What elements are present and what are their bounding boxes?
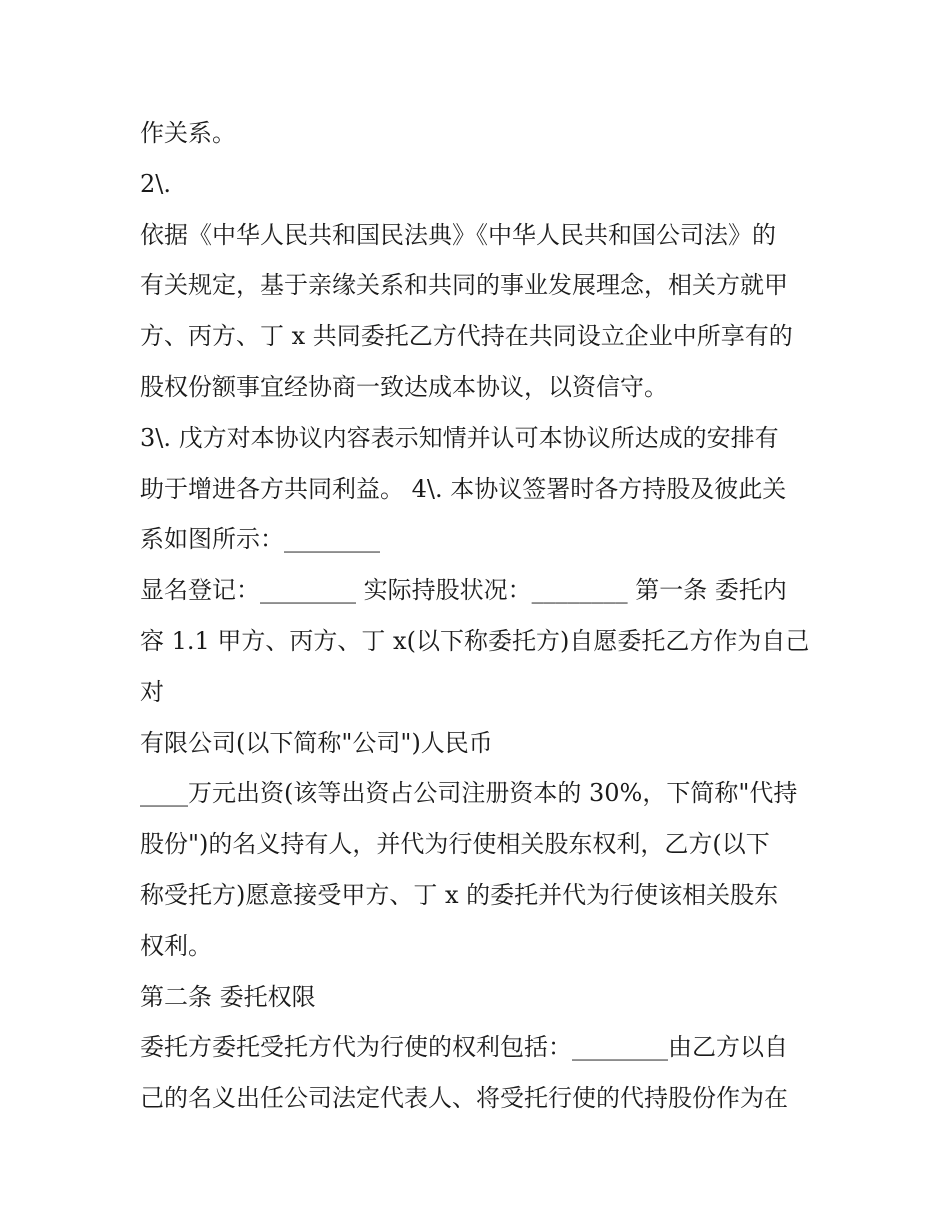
text-line: ____万元出资(该等出资占公司注册资本的 30%，下简称"代持 [140, 779, 798, 808]
text-line: 显名登记：________ 实际持股状况：________ 第一条 委托内 [140, 576, 787, 605]
text-line: 股权份额事宜经协商一致达成本协议，以资信守。 [140, 372, 668, 401]
section-heading: 第二条 委托权限 [140, 982, 316, 1011]
text-line: 助于增进各方共同利益。 4\. 本协议签署时各方持股及彼此关 [140, 474, 787, 503]
text-line: 系如图所示：________ [140, 525, 380, 554]
text-line: 方、丙方、丁 x 共同委托乙方代持在共同设立企业中所享有的 [140, 322, 793, 351]
text-line: 3\. 戊方对本协议内容表示知情并认可本协议所达成的安排有 [140, 423, 779, 452]
text-line: 作关系。 [140, 119, 236, 147]
text-line: 权利。 [140, 931, 212, 960]
text-line: 股份")的名义持有人，并代为行使相关股东权利，乙方(以下 [140, 830, 770, 859]
text-line: 容 1.1 甲方、丙方、丁 x(以下称委托方)自愿委托乙方作为自己 [140, 626, 810, 655]
text-line: 依据《中华人民共和国民法典》《中华人民共和国公司法》的 [140, 220, 776, 249]
text-line: 称受托方)愿意接受甲方、丁 x 的委托并代为行使该相关股东 [140, 880, 779, 909]
document-body [140, 108, 830, 1124]
text-line: 有限公司(以下简称"公司")人民币 [140, 728, 493, 757]
text-line: 对 [140, 677, 164, 706]
text-line: 有关规定，基于亲缘关系和共同的事业发展理念，相关方就甲 [140, 271, 788, 300]
text-line: 己的名义出任公司法定代表人、将受托行使的代持股份作为在 [140, 1084, 788, 1113]
text-line: 2\. [140, 169, 171, 198]
text-line: 委托方委托受托方代为行使的权利包括：________由乙方以自 [140, 1033, 788, 1062]
